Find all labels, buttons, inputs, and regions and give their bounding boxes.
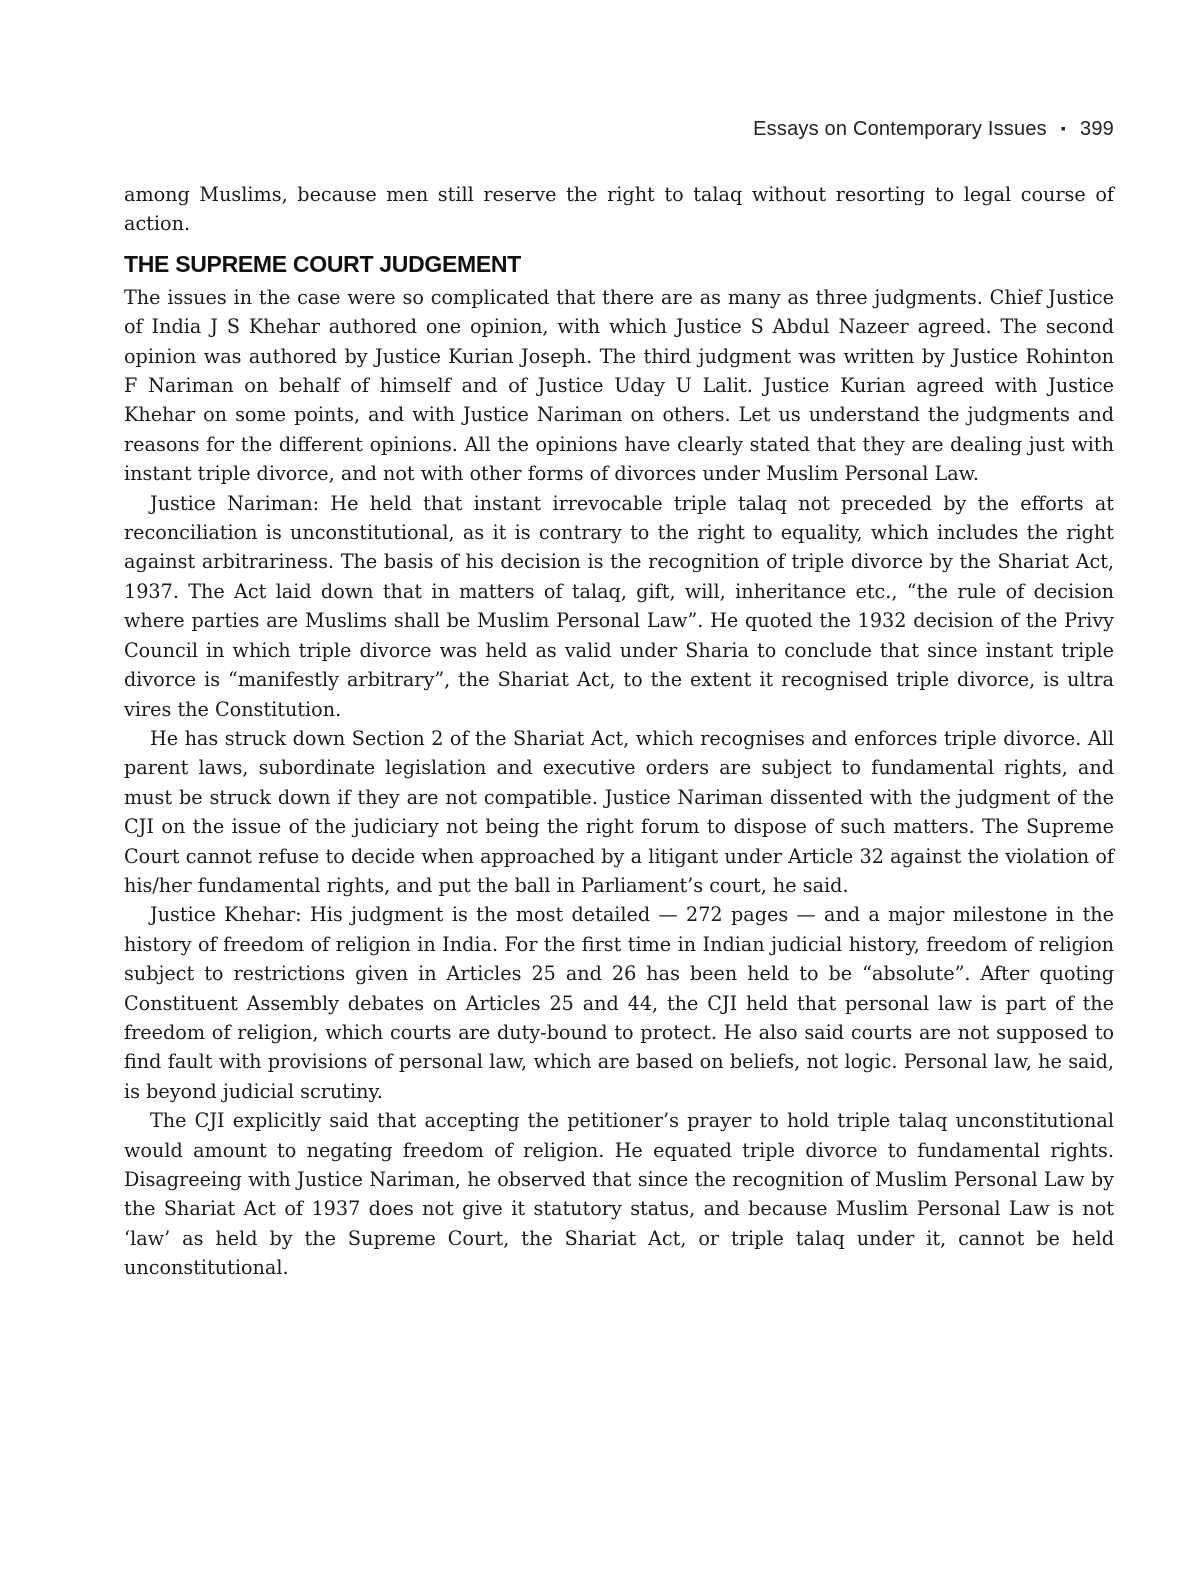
section-heading: THE SUPREME COURT JUDGEMENT (124, 250, 521, 277)
page-number: 399 (1080, 118, 1114, 140)
body-text (124, 180, 1114, 1283)
paragraph-cji: The CJI explicitly said that accepting the petitioner’s prayer to hold triple talaq unconstitutional would amount to negating freedom of religion. He equated triple divorce to fundamental rights. Disagreeing with Justice Nariman, he observed that since the recognition of Muslim Personal Law by the Shariat Act of 1937 does not give it statutory status, and because Muslim Personal Law is not ‘law’ as held by the Supreme Court, the Shariat Act, or triple talaq under it, cannot be held unconstitutional. (124, 1109, 1114, 1280)
paragraph-intro: The issues in the case were so complicated that there are as many as three judgments. Chief Justice of India J S Khehar authored one opinion, with which Justice S Abdul Nazeer agreed. The second opinion was authored by Justice Kurian Joseph. The third judgment was written by Justice Rohinton F Nariman on behalf of himself and of Justice Uday U Lalit. Justice Kurian agreed with Justice Khehar on some points, and with Justice Nariman on others. Let us understand the judgments and reasons for the different opinions. All the opinions have clearly stated that they are dealing just with instant triple divorce, and not with other forms of divorces under Muslim Personal Law. (124, 285, 1114, 486)
paragraph-justice-khehar: Justice Khehar: His judgment is the most detailed — 272 pages — and a major milestone in the history of freedom of religion in India. For the first time in Indian judicial history, freedom of religion subject to restrictions given in Articles 25 and 26 has been held to be “absolute”. After quoting Constituent Assembly debates on Articles 25 and 44, the CJI held that personal law is part of the freedom of religion, which courts are duty-bound to protect. He also said courts are not supposed to find fault with provisions of personal law, which are based on beliefs, not logic. Personal law, he said, is beyond judicial scrutiny. (124, 903, 1114, 1103)
paragraph-justice-nariman: Justice Nariman: He held that instant irrevocable triple talaq not preceded by the efforts at reconciliation is unconstitutional, as it is contrary to the right to equality, which includes the right against arbitrariness. The basis of his decision is the recognition of triple divorce by the Shariat Act, 1937. The Act laid down that in matters of talaq, gift, will, inheritance etc., “the rule of decision where parties are Muslims shall be Muslim Personal Law”. He quoted the 1932 decision of the Privy Council in which triple divorce was held as valid under Sharia to conclude that since instant triple divorce is “manifestly arbitrary”, the Shariat Act, to the extent it recognised triple divorce, is ultra vires the Constitution. (124, 491, 1114, 721)
continued-paragraph: among Muslims, because men still reserve the right to talaq without resorting to legal course of action. (124, 183, 1114, 236)
separator-bullet: ▪ (1060, 120, 1067, 136)
running-title: Essays on Contemporary Issues (753, 118, 1047, 140)
paragraph-section-2: He has struck down Section 2 of the Shariat Act, which recognises and enforces triple divorce. All parent laws, subordinate legislation and executive orders are subject to fundamental rights, and must be struck down if they are not compatible. Justice Nariman dissented with the judgment of the CJI on the issue of the judiciary not being the right forum to dispose of such matters. The Supreme Court cannot refuse to decide when approached by a litigant under Article 32 against the violation of his/her fundamental rights, and put the ball in Parliament’s court, he said. (124, 726, 1114, 897)
running-header (124, 118, 1114, 141)
